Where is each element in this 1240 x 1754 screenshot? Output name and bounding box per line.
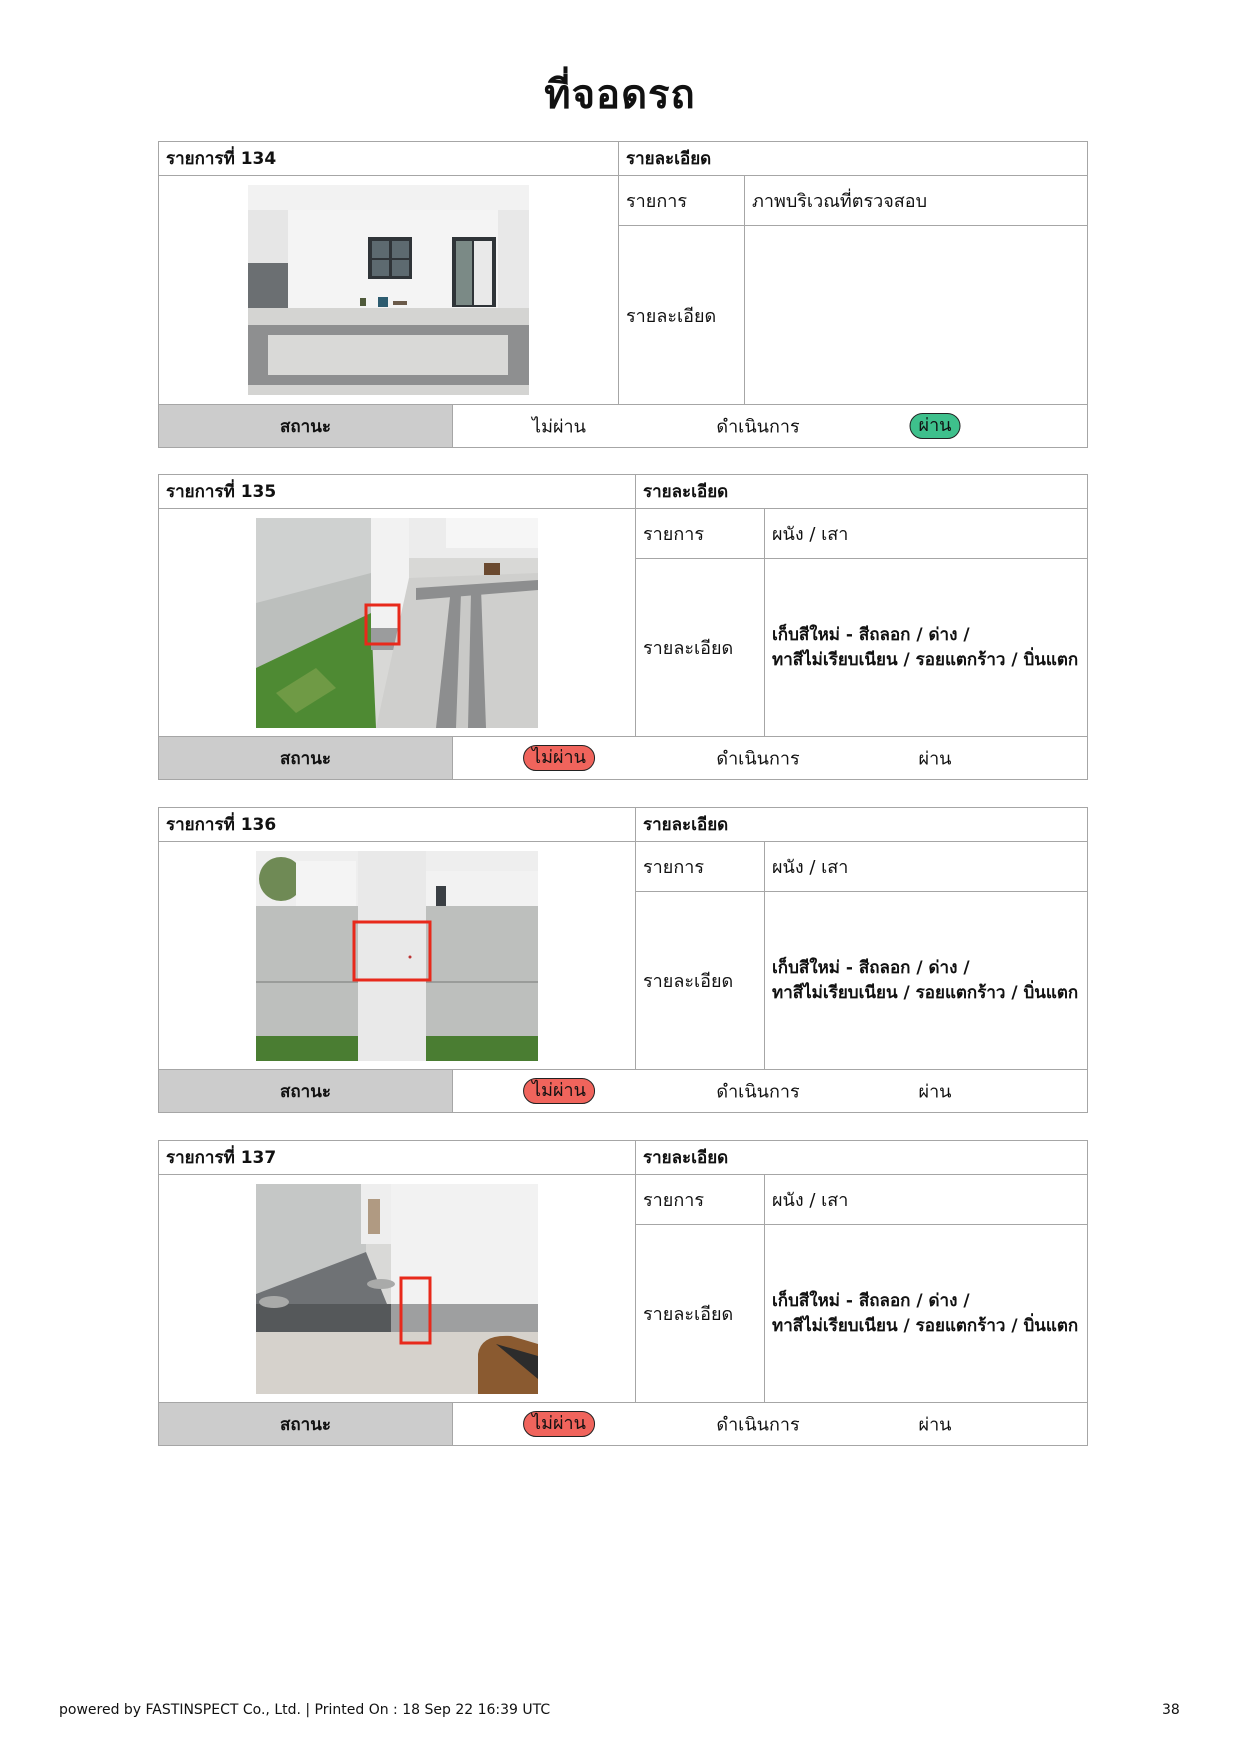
item-title: รายการที่ 136 — [159, 808, 636, 842]
item-value: ภาพบริเวณที่ตรวจสอบ — [745, 176, 1088, 226]
photo-cell — [159, 176, 619, 405]
detail-line-2: ทาสีไม่เรียบเนียน / รอยแตกร้าว / บิ่นแตก — [772, 1315, 1079, 1336]
detail-line-1: เก็บสีใหม่ - สีถลอก / ด่าง / — [772, 957, 970, 978]
status-options — [453, 1403, 1087, 1445]
status-label: สถานะ — [159, 405, 453, 447]
status-pass-option[interactable]: ผ่าน — [918, 1081, 952, 1103]
inspection-photo — [256, 518, 538, 728]
status-fail-option-selected[interactable]: ไม่ผ่าน — [523, 1078, 595, 1104]
photo-cell — [159, 842, 636, 1070]
detail-label: รายละเอียด — [636, 559, 765, 737]
item-title: รายการที่ 137 — [159, 1141, 636, 1175]
inspection-photo — [256, 1184, 538, 1394]
status-row — [158, 737, 1088, 780]
detail-value — [765, 892, 1088, 1070]
detail-line-1: เก็บสีใหม่ - สีถลอก / ด่าง / — [772, 624, 970, 645]
item-label: รายการ — [636, 509, 765, 559]
item-title: รายการที่ 134 — [159, 142, 619, 176]
inspection-table — [158, 474, 1088, 737]
detail-value — [745, 226, 1088, 405]
item-label: รายการ — [619, 176, 745, 226]
status-pass-option[interactable]: ผ่าน — [918, 1414, 952, 1436]
status-fail-option-selected[interactable]: ไม่ผ่าน — [523, 1411, 595, 1437]
detail-label: รายละเอียด — [636, 1225, 765, 1403]
status-in-progress-option[interactable]: ดำเนินการ — [716, 748, 800, 770]
status-options — [453, 737, 1087, 779]
item-value: ผนัง / เสา — [765, 509, 1088, 559]
detail-header: รายละเอียด — [636, 1141, 1088, 1175]
inspection-table — [158, 1140, 1088, 1403]
detail-line-2: ทาสีไม่เรียบเนียน / รอยแตกร้าว / บิ่นแตก — [772, 649, 1079, 670]
inspection-card-137 — [158, 1140, 1088, 1446]
detail-line-2: ทาสีไม่เรียบเนียน / รอยแตกร้าว / บิ่นแตก — [772, 982, 1079, 1003]
status-pass-option-selected[interactable]: ผ่าน — [910, 413, 961, 439]
status-label: สถานะ — [159, 1070, 453, 1112]
status-pass-option[interactable]: ผ่าน — [918, 748, 952, 770]
inspection-table — [158, 807, 1088, 1070]
footer-powered-by: powered by FASTINSPECT Co., Ltd. | Printed On : 18 Sep 22 16:39 UTC — [59, 1702, 551, 1718]
detail-value — [765, 1225, 1088, 1403]
status-options — [453, 405, 1087, 447]
item-value: ผนัง / เสา — [765, 842, 1088, 892]
detail-header: รายละเอียด — [636, 475, 1088, 509]
item-label: รายการ — [636, 842, 765, 892]
item-label: รายการ — [636, 1175, 765, 1225]
page-title: ที่จอดรถ — [544, 72, 696, 118]
status-in-progress-option[interactable]: ดำเนินการ — [716, 1081, 800, 1103]
status-label: สถานะ — [159, 737, 453, 779]
detail-header: รายละเอียด — [636, 808, 1088, 842]
inspection-card-134 — [158, 141, 1088, 448]
status-options — [453, 1070, 1087, 1112]
detail-line-1: เก็บสีใหม่ - สีถลอก / ด่าง / — [772, 1290, 970, 1311]
detail-label: รายละเอียด — [619, 226, 745, 405]
item-title: รายการที่ 135 — [159, 475, 636, 509]
page-number: 38 — [1162, 1702, 1180, 1718]
status-fail-option-selected[interactable]: ไม่ผ่าน — [523, 745, 595, 771]
status-row — [158, 405, 1088, 448]
status-row — [158, 1070, 1088, 1113]
photo-cell — [159, 509, 636, 737]
inspection-table — [158, 141, 1088, 405]
inspection-card-136 — [158, 807, 1088, 1113]
status-fail-option[interactable]: ไม่ผ่าน — [532, 416, 586, 438]
inspection-photo — [248, 185, 529, 395]
inspection-photo — [256, 851, 538, 1061]
detail-label: รายละเอียด — [636, 892, 765, 1070]
status-row — [158, 1403, 1088, 1446]
photo-cell — [159, 1175, 636, 1403]
detail-header: รายละเอียด — [619, 142, 1088, 176]
detail-value — [765, 559, 1088, 737]
item-value: ผนัง / เสา — [765, 1175, 1088, 1225]
status-in-progress-option[interactable]: ดำเนินการ — [716, 416, 800, 438]
status-label: สถานะ — [159, 1403, 453, 1445]
inspection-card-135 — [158, 474, 1088, 780]
status-in-progress-option[interactable]: ดำเนินการ — [716, 1414, 800, 1436]
